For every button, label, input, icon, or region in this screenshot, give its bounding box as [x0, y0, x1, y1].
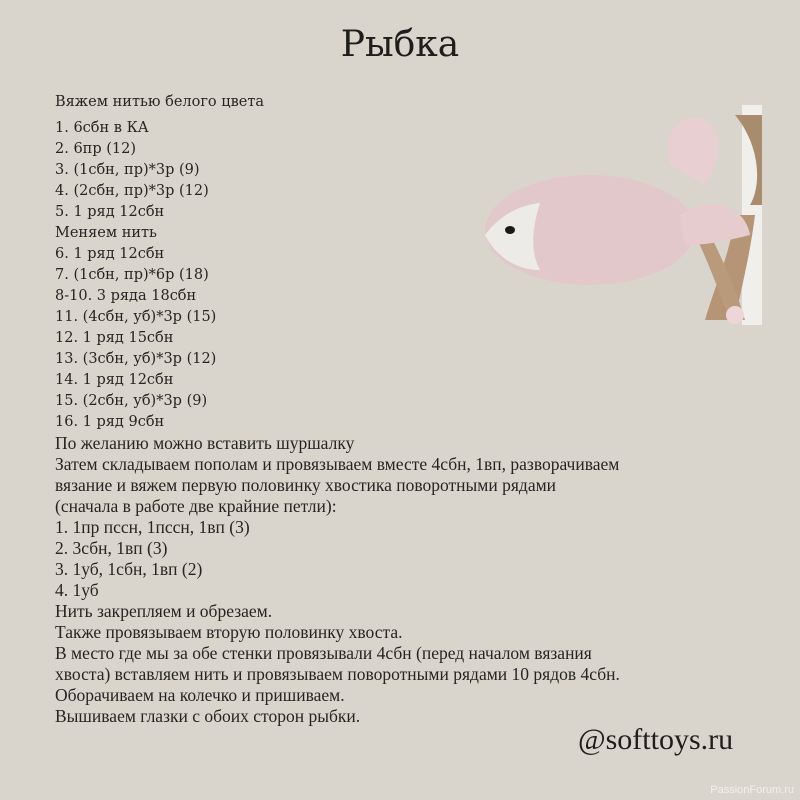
row-line: 11. (4сбн, уб)*3р (15): [55, 309, 217, 325]
instruction-line: Также провязываем вторую половинку хвоста.: [55, 622, 403, 642]
intro-line: Вяжем нитью белого цвета: [55, 94, 265, 110]
instruction-line: В место где мы за обе стенки провязывали 4сбн (перед началом вязания: [55, 643, 592, 663]
instruction-line: вязание и вяжем первую половинку хвостика поворотными рядами: [55, 475, 557, 495]
row-line: 6. 1 ряд 12сбн: [55, 246, 165, 262]
instruction-line: хвоста) вставляем нить и провязываем поворотными рядами 10 рядов 4сбн.: [55, 664, 620, 684]
instruction-line: Вышиваем глазки с обоих сторон рыбки.: [55, 706, 361, 726]
author-handle: @softtoys.ru: [578, 723, 734, 756]
row-line: 12. 1 ряд 15сбн: [55, 330, 174, 346]
instruction-line: (сначала в работе две крайние петли):: [55, 496, 337, 516]
watermark: PassionForum.ru: [710, 784, 794, 796]
row-line: 7. (1сбн, пр)*6р (18): [55, 267, 209, 283]
page-title: Рыбка: [340, 24, 460, 65]
row-line: 15. (2сбн, уб)*3р (9): [55, 393, 208, 409]
row-line: 3. (1сбн, пр)*3р (9): [55, 162, 200, 178]
row-line: 5. 1 ряд 12сбн: [55, 204, 165, 220]
instruction-line: 2. 3сбн, 1вп (3): [55, 538, 168, 558]
row-line: 4. (2сбн, пр)*3р (12): [55, 183, 209, 199]
row-line: Меняем нить: [55, 225, 157, 241]
instruction-line: По желанию можно вставить шуршалку: [55, 433, 355, 453]
instruction-line: 4. 1уб: [55, 580, 99, 600]
instruction-line: 1. 1пр пссн, 1пссн, 1вп (3): [55, 517, 250, 537]
instruction-line: 3. 1уб, 1сбн, 1вп (2): [55, 559, 203, 579]
instruction-line: Затем складываем пополам и провязываем вместе 4сбн, 1вп, разворачиваем: [55, 454, 620, 474]
row-line: 16. 1 ряд 9сбн: [55, 414, 165, 430]
pattern-text: [55, 92, 620, 727]
row-line: 8-10. 3 ряда 18сбн: [55, 288, 197, 304]
instruction-line: Оборачиваем на колечко и пришиваем.: [55, 685, 345, 705]
row-line: 13. (3сбн, уб)*3р (12): [55, 351, 217, 367]
row-line: 1. 6сбн в КА: [55, 120, 149, 136]
instruction-line: Нить закрепляем и обрезаем.: [55, 601, 273, 621]
row-line: 2. 6пр (12): [55, 141, 136, 157]
row-line: 14. 1 ряд 12сбн: [55, 372, 174, 388]
